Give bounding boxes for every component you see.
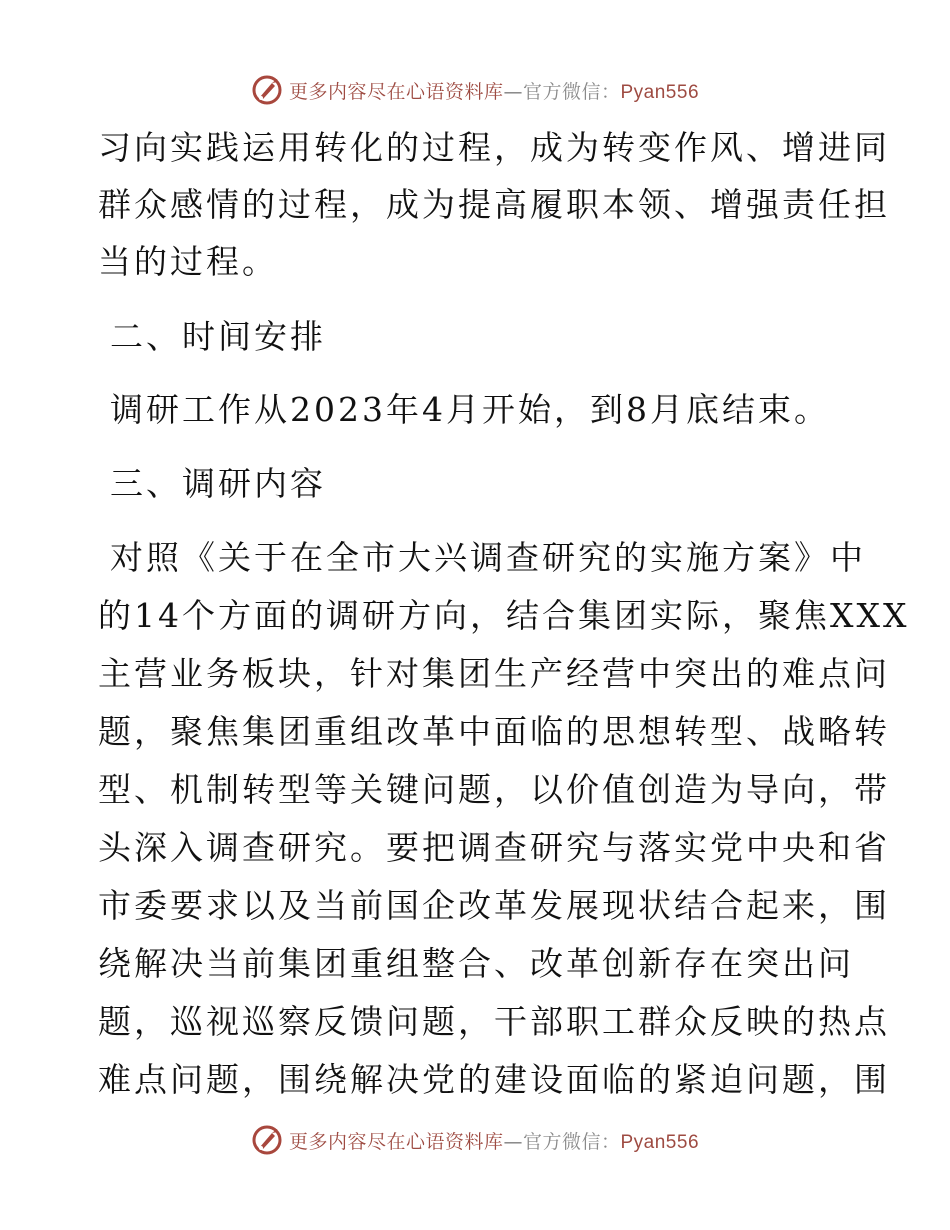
header-watermark <box>0 70 950 110</box>
watermark-account: Pyan556 <box>620 1131 700 1153</box>
body-line-4: 对照《关于在全市大兴调查研究的实施方案》中 <box>110 538 866 577</box>
body-line-2: 群众感情的过程，成为提高履职本领、增强责任担 <box>98 185 890 224</box>
watermark-separator: — <box>503 1130 523 1153</box>
quill-pen-logo-icon <box>251 74 283 106</box>
watermark-wechat-label: 官方微信： <box>522 80 621 103</box>
body-line-7: 题，聚焦集团重组改革中面临的思想转型、战略转 <box>98 712 890 751</box>
section-heading-content: 三、调研内容 <box>110 464 326 503</box>
body-line-3: 当的过程。 <box>98 242 278 281</box>
watermark-account: Pyan556 <box>620 81 700 103</box>
watermark-separator: — <box>503 80 523 103</box>
section-heading-schedule: 二、时间安排 <box>110 317 326 356</box>
watermark-wechat-label: 官方微信： <box>522 1130 621 1153</box>
footer-watermark <box>0 1120 950 1160</box>
body-line-6: 主营业务板块，针对集团生产经营中突出的难点问 <box>98 654 890 693</box>
watermark-text <box>289 77 699 104</box>
body-line-10: 市委要求以及当前国企改革发展现状结合起来，围 <box>98 886 890 925</box>
quill-pen-logo-icon <box>251 1124 283 1156</box>
body-line-13: 难点问题，围绕解决党的建设面临的紧迫问题，围 <box>98 1060 890 1099</box>
watermark-site-text: 更多内容尽在心语资料库 <box>288 80 504 103</box>
body-line-8: 型、机制转型等关键问题，以价值创造为导向，带 <box>98 770 890 809</box>
body-line-9: 头深入调查研究。要把调查研究与落实党中央和省 <box>98 828 890 867</box>
body-line-5: 的14个方面的调研方向，结合集团实际，聚焦XXX <box>98 596 910 635</box>
watermark-site-text: 更多内容尽在心语资料库 <box>288 1130 504 1153</box>
watermark-text <box>289 1127 699 1154</box>
body-line-schedule: 调研工作从2023年4月开始，到8月底结束。 <box>110 390 830 429</box>
body-line-11: 绕解决当前集团重组整合、改革创新存在突出问 <box>98 944 854 983</box>
body-line-1: 习向实践运用转化的过程，成为转变作风、增进同 <box>98 128 890 167</box>
body-line-12: 题，巡视巡察反馈问题，干部职工群众反映的热点 <box>98 1002 890 1041</box>
